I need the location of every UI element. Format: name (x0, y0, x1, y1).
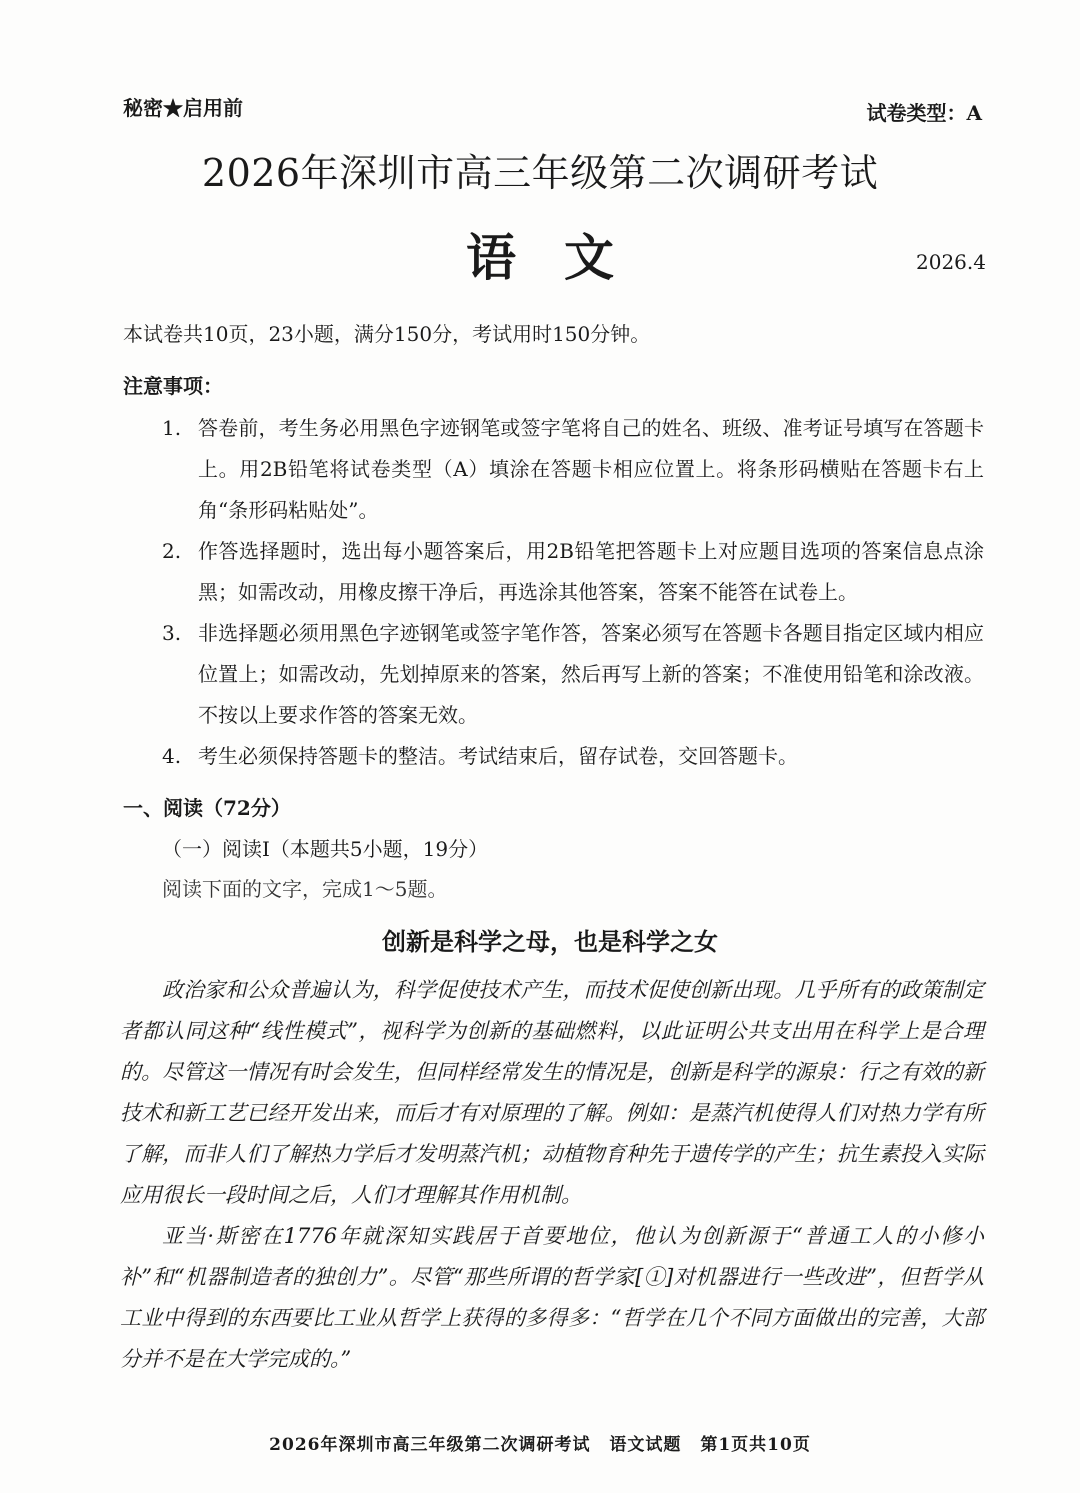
page-footer (0, 1430, 1080, 1455)
notice-item-number: 3. (162, 621, 182, 645)
article-title: 创新是科学之母，也是科学之女 (382, 927, 718, 956)
paper-summary: 本试卷共10页，23小题，满分150分，考试用时150分钟。 (123, 322, 651, 346)
notice-item (162, 736, 984, 777)
article-paragraph: 亚当·斯密在1776年就深知实践居于首要地位，他认为创新源于“普通工人的小修小补”和“机器制造者的独创力”。尽管“那些所谓的哲学家[①]对机器进行一些改进”，但哲学从工业中得到的东西要比工业从哲学上获得的多得多：“哲学在几个不同方面做出的完善，大部分并不是在大学完成的。” (120, 1224, 984, 1371)
notice-item (162, 531, 984, 613)
footer-paper-name: 语文试题 (609, 1435, 682, 1455)
footer-page-number: 第1页共10页 (700, 1435, 811, 1455)
notice-item-number: 1. (162, 416, 182, 440)
notice-item (162, 613, 984, 736)
notice-item-number: 4. (162, 744, 182, 768)
reading-instruction: 阅读下面的文字，完成1～5题。 (162, 877, 448, 901)
section-heading: 一、阅读（72分） (123, 796, 291, 820)
article-body (120, 970, 984, 1380)
confidential-label: 秘密★启用前 (123, 96, 243, 120)
notice-heading: 注意事项： (123, 374, 223, 398)
article-paragraph: 政治家和公众普遍认为，科学促使技术产生，而技术促使创新出现。几乎所有的政策制定者都认同这种“线性模式”，视科学为创新的基础燃料，以此证明公共支出用在科学上是合理的。尽管这一情况有时会发生，但同样经常发生的情况是，创新是科学的源泉：行之有效的新技术和新工艺已经开发出来，而后才有对原理的了解。例如：是蒸汽机使得人们对热力学有所了解，而非人们了解热力学后才发明蒸汽机；动植物育种先于遗传学的产生；抗生素投入实际应用很长一段时间之后，人们才理解其作用机制。 (120, 978, 984, 1207)
notice-item (162, 408, 984, 531)
footer-exam-name: 2026年深圳市高三年级第二次调研考试 (269, 1435, 591, 1455)
notice-item-number: 2. (162, 539, 182, 563)
exam-date: 2026.4 (916, 250, 986, 274)
paper-type-label: 试卷类型：A (866, 101, 982, 125)
notice-item-text: 作答选择题时，选出每小题答案后，用2B铅笔把答题卡上对应题目选项的答案信息点涂黑；如需改动，用橡皮擦干净后，再选涂其他答案，答案不能答在试卷上。 (198, 539, 984, 604)
notice-item-text: 考生必须保持答题卡的整洁。考试结束后，留存试卷，交回答题卡。 (198, 744, 798, 768)
notice-list (162, 408, 984, 777)
subject-title: 语文 (466, 228, 662, 287)
notice-item-text: 非选择题必须用黑色字迹钢笔或签字笔作答，答案必须写在答题卡各题目指定区域内相应位置上；如需改动，先划掉原来的答案，然后再写上新的答案；不准使用铅笔和涂改液。不按以上要求作答的答案无效。 (198, 621, 984, 727)
exam-title: 2026年深圳市高三年级第二次调研考试 (201, 151, 879, 195)
subsection-heading: （一）阅读Ⅰ（本题共5小题，19分） (162, 837, 489, 861)
notice-item-text: 答卷前，考生务必用黑色字迹钢笔或签字笔将自己的姓名、班级、准考证号填写在答题卡上。用2B铅笔将试卷类型（A）填涂在答题卡相应位置上。将条形码横贴在答题卡右上角“条形码粘贴处”。 (198, 416, 984, 522)
